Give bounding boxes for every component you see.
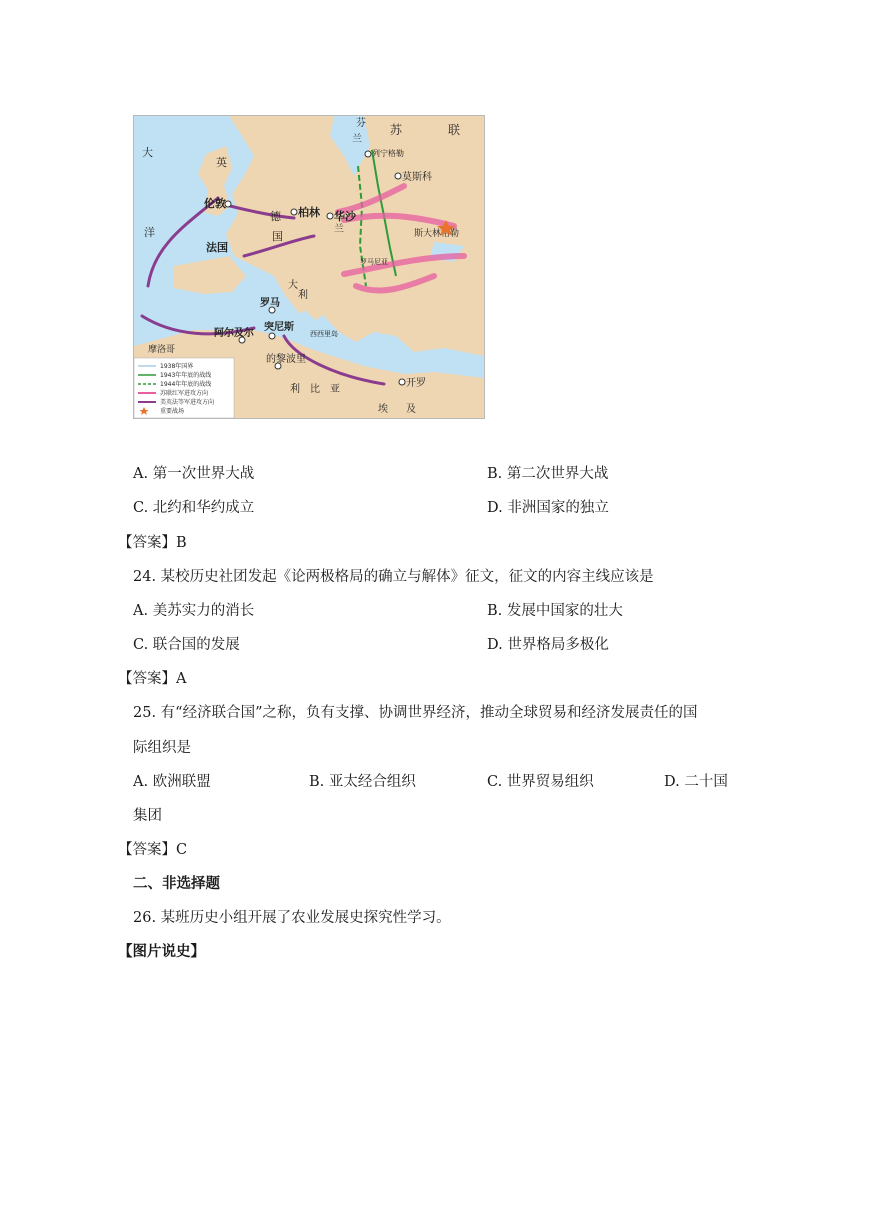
label-tripoli: 的黎波里 <box>266 354 306 365</box>
label-pol: 兰 <box>334 224 344 235</box>
q24-option-c: C. 联合国的发展 <box>133 637 240 653</box>
q25-option-a: A. 欧洲联盟 <box>133 774 211 790</box>
ww2-europe-map <box>133 115 485 419</box>
legend-item-5: 美英法等军进攻方向 <box>160 399 215 406</box>
label-france: 法国 <box>206 241 228 254</box>
label-libya-1: 利 <box>290 384 300 395</box>
q25-stem-line1: 25. 有“经济联合国”之称，负有支撑、协调世界经济，推动全球贸易和经济发展责任的国 <box>133 705 698 721</box>
label-sicily: 西西里岛 <box>310 330 338 338</box>
q26-subheading: 【图片说史】 <box>118 944 205 960</box>
q25-answer: 【答案】C <box>118 842 188 858</box>
q25-option-b: B. 亚太经合组织 <box>309 774 416 790</box>
legend-item-6: 重要战场 <box>160 408 185 415</box>
q25-stem-line2: 际组织是 <box>133 740 191 756</box>
legend-item-1: 1938年国界 <box>160 363 194 370</box>
q24-stem: 24. 某校历史社团发起《论两极格局的确立与解体》征文，征文的内容主线应该是 <box>133 569 654 585</box>
label-uk: 英 <box>216 156 227 169</box>
label-de-2: 国 <box>272 230 283 243</box>
label-soviet-2: 联 <box>448 123 461 137</box>
q25-option-c: C. 世界贸易组织 <box>487 774 594 790</box>
q24-answer: 【答案】A <box>118 671 187 687</box>
label-morocco: 摩洛哥 <box>148 345 176 355</box>
label-romania: 罗马尼亚 <box>360 258 388 266</box>
label-ocean-2: 洋 <box>144 226 155 239</box>
label-algiers: 阿尔及尔 <box>214 328 254 339</box>
q23-option-b: B. 第二次世界大战 <box>487 466 609 482</box>
q24-option-a: A. 美苏实力的消长 <box>133 603 255 619</box>
label-tunis: 突尼斯 <box>264 322 294 333</box>
label-warsaw: 华沙 <box>334 210 356 223</box>
q26-stem: 26. 某班历史小组开展了农业发展史探究性学习。 <box>133 910 451 926</box>
label-egypt-2: 及 <box>406 404 416 415</box>
q23-option-a: A. 第一次世界大战 <box>133 466 255 482</box>
label-berlin: 柏林 <box>298 206 320 219</box>
label-italy-2: 利 <box>298 290 308 301</box>
label-cairo: 开罗 <box>406 378 426 389</box>
label-de-1: 德 <box>270 210 281 223</box>
q25-option-d: D. 二十国 <box>664 774 728 790</box>
label-fin: 芬 <box>356 118 366 129</box>
label-rome: 罗马 <box>260 298 280 309</box>
label-soviet-1: 苏 <box>390 123 403 137</box>
label-libya-3: 亚 <box>330 384 340 395</box>
label-stalingrad: 斯大林格勒 <box>414 229 460 239</box>
q24-option-b: B. 发展中国家的壮大 <box>487 603 623 619</box>
label-lan: 兰 <box>352 134 362 145</box>
q23-answer: 【答案】B <box>118 535 187 551</box>
q24-option-d: D. 世界格局多极化 <box>487 637 609 653</box>
label-libya-2: 比 <box>310 384 320 395</box>
q23-option-d: D. 非洲国家的独立 <box>487 500 609 516</box>
legend-item-4: 苏联红军进攻方向 <box>160 390 209 397</box>
q23-option-c: C. 北约和华约成立 <box>133 500 255 516</box>
legend-item-3: 1944年年底的战线 <box>160 381 212 388</box>
legend-item-2: 1943年年底的战线 <box>160 372 212 379</box>
label-italy-1: 大 <box>288 280 298 291</box>
map-legend <box>134 358 234 418</box>
label-egypt-1: 埃 <box>378 404 388 415</box>
q25-option-d-continued: 集团 <box>133 808 162 824</box>
section-title: 二、非选择题 <box>133 876 220 892</box>
label-leningrad: 列宁格勒 <box>372 149 404 158</box>
label-moscow: 莫斯科 <box>402 172 432 183</box>
label-london: 伦敦 <box>204 197 226 210</box>
label-ocean-1: 大 <box>142 146 153 159</box>
